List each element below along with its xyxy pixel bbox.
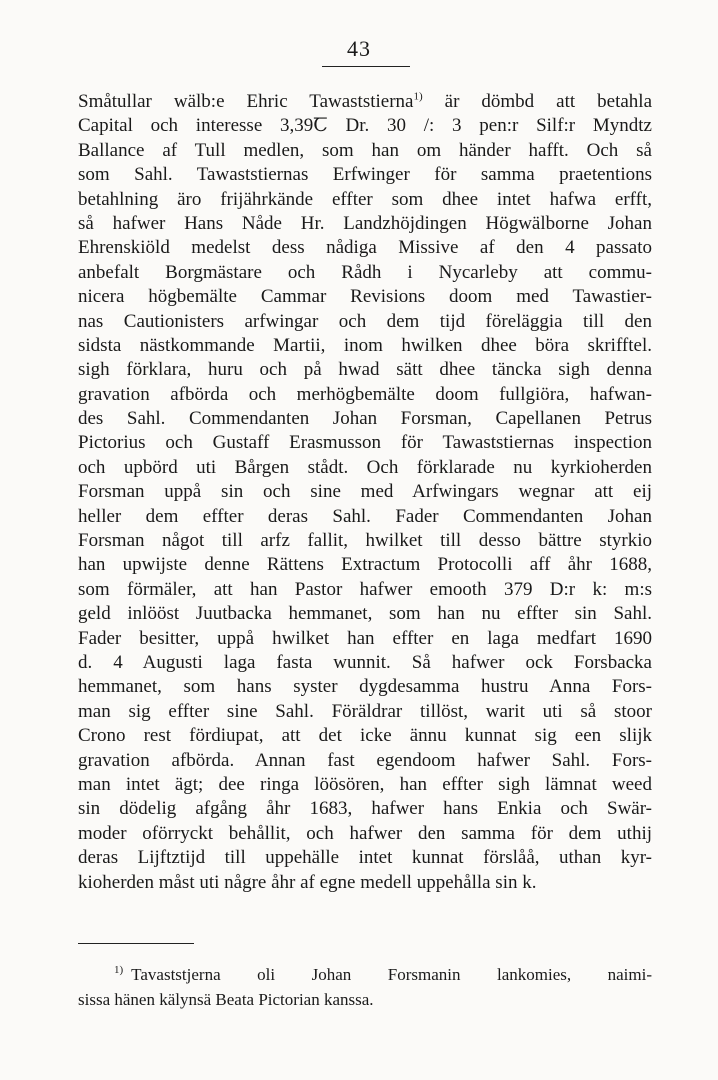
footnote-line: sissa hänen kälynsä Beata Pictorian kanssa. <box>78 990 374 1009</box>
text-line: heller dem effter deras Sahl. Fader Commendanten Johan <box>78 505 652 527</box>
text-line: Crono rest fördiupat, att det icke ännu kunnat sig een slijk <box>78 725 652 747</box>
footnote-number: 1) <box>114 964 124 977</box>
text-line: man sig effter sine Sahl. Föräldrar tillöst, warit uti så stoor <box>78 700 652 722</box>
text-line: han upwijste denne Rättens Extractum Protocolli aff åhr 1688, <box>78 554 652 576</box>
text-line: deras Lijftztijd till uppehälle intet kunnat förslåå, uthan kyr- <box>78 847 652 869</box>
text-line: sigh förklara, huru och på hwad sätt dhee täncka sigh denna <box>78 359 652 381</box>
text-line: så hafwer Hans Nåde Hr. Landzhöjdingen Högwälborne Johan <box>78 212 652 234</box>
text-line: betahlning äro frijährkände effter som dhee intet hafwa erfft, <box>78 188 652 210</box>
text-line: nas Cautionisters arfwingar och dem tijd föreläggia till den <box>78 310 652 332</box>
text-line: och upbörd uti Bårgen stådt. Och förklarade nu kyrkioherden <box>78 456 652 478</box>
text-line: Capital och interesse 3,39Ꞇ Dr. 30 /: 3 pen:r Silf:r Myndtz <box>78 115 652 137</box>
text-line: des Sahl. Commendanten Johan Forsman, Capellanen Petrus <box>78 408 652 430</box>
text-line: Pictorius och Gustaff Erasmusson för Tawaststiernas inspection <box>78 432 652 454</box>
text-line-start: Småtullar wälb:e Ehric Tawaststierna <box>78 91 414 112</box>
text-line: gravation afbörda och merhögbemälte doom fullgiöra, hafwan- <box>78 383 652 405</box>
text-line: moder oförryckt behållit, och hafwer den samma för dem uthij <box>78 822 652 844</box>
text-line: Fader besitter, uppå hwilket han effter en laga medfart 1690 <box>78 627 652 649</box>
text-line: Forsman uppå sin och sine med Arfwingars wegnar att eij <box>78 481 652 503</box>
text-line: Ehrenskiöld medelst dess nådiga Missive af den 4 passato <box>78 237 652 259</box>
footnote-line <box>78 962 652 987</box>
text-line: hemmanet, som hans syster dygdesamma hustru Anna Fors- <box>78 676 652 698</box>
text-line: geld inlööst Juutbacka hemmanet, som han nu effter sin Sahl. <box>78 603 652 625</box>
text-line: anbefalt Borgmästare och Rådh i Nycarleby att commu- <box>78 261 652 283</box>
footnote-text: Tavaststjerna oli Johan Forsmanin lankomies, naimi- <box>131 965 652 984</box>
body-text <box>78 90 652 895</box>
text-line-tail: är dömbd att betahla <box>444 91 653 112</box>
footnote-rule <box>78 943 194 944</box>
footnote-reference: 1) <box>413 90 423 103</box>
text-line: kioherden måst uti någre åhr af egne medell uppehålla sin k. <box>78 871 537 893</box>
text-line: Ballance af Tull medlen, som han om händer hafft. Och så <box>78 139 652 161</box>
text-line: man intet ägt; dee ringa löösören, han effter sigh lämnat weed <box>78 773 652 795</box>
text-line <box>78 90 652 114</box>
page-number: 43 <box>347 36 371 61</box>
text-line: nicera högbemälte Cammar Revisions doom med Tawastier- <box>78 286 652 308</box>
text-line: sidsta nästkommande Martii, inom hwilken dhee böra skrifftel. <box>78 334 652 356</box>
text-line: sin dödelig afgång åhr 1683, hafwer hans Enkia och Swär- <box>78 798 652 820</box>
text-line: gravation afbörda. Annan fast egendoom hafwer Sahl. Fors- <box>78 749 652 771</box>
footnote <box>78 962 652 1012</box>
text-line: som Sahl. Tawaststiernas Erfwinger för samma praetentions <box>78 164 652 186</box>
text-line: Forsman något till arfz fallit, hwilket till desso bättre styrkio <box>78 530 652 552</box>
page-number-rule <box>322 66 410 67</box>
text-line: som förmäler, att han Pastor hafwer emooth 379 D:r k: m:s <box>78 578 652 600</box>
text-line: d. 4 Augusti laga fasta wunnit. Så hafwer ock Forsbacka <box>78 651 652 673</box>
